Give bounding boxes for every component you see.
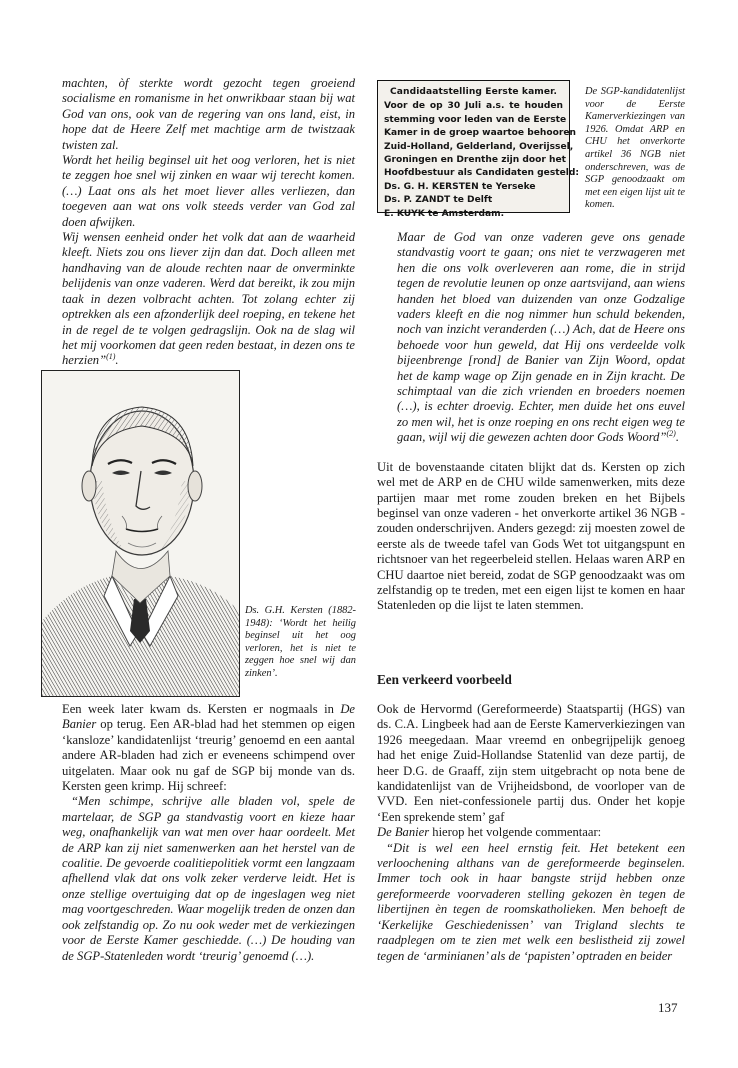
clipping-line: Voor de op 30 Juli a.s. te houden <box>384 101 563 112</box>
text-run: op terug. Een AR-blad had het stemmen op eigen ‘kansloze’ kandidatenlijst ‘treurig’ genoemd en een aantal andere AR-bladen had zich er eveneens schimpend over uitgelaten. Maar ook nu gaf de SGP bij monde van ds. Kersten geen krimp. Hij schreef: <box>62 717 355 794</box>
period: . <box>675 430 679 445</box>
clipping-line: Groningen en Drenthe zijn door het <box>384 155 567 166</box>
newspaper-clipping <box>377 80 580 219</box>
right-column-bottom <box>377 702 685 964</box>
left-column-top <box>62 76 355 369</box>
candidate-name: Ds. P. ZANDT te Delft <box>384 195 493 206</box>
quote-text: Wij wensen eenheid onder het volk dat aan de waarheid kleeft. Niets zou ons liever zijn dan dat. Doch alleen met handhaving van de aloude rechten naar de onverminkte belijdenis van onze vaderen. Werd dat bereikt, ik zou mijn taak in dezen volbracht achten. Tot zolang echter zij optrekken als een afzonderlijk deel roeping, en tekene het in de regel de te volgen gedragslijn. Ook na de slag wil het mij voorkomen dat geen reden bestaat, in dezen ons te herzien” <box>62 230 355 368</box>
text-run: Een week later kwam ds. Kersten er nogmaals in <box>62 702 334 716</box>
right-column-top <box>377 230 685 614</box>
quote-paragraph <box>377 230 685 446</box>
left-column-bottom <box>62 702 355 964</box>
page-number: 137 <box>658 1000 678 1015</box>
portrait-kersten <box>41 370 240 697</box>
section-heading: Een verkeerd voorbeeld <box>377 672 512 687</box>
candidate-name: E. KUYK te Amsterdam. <box>384 208 505 219</box>
body-paragraph <box>62 702 355 794</box>
quote-paragraph: “Men schimpe, schrijve alle bladen vol, spele de martelaar, de SGP ga standvastig voort en kieze haar weg, onafhankelijk van wat men over haar oordeelt. Met de ARP kan zij niet samenwerken aan het herstel van de coalitie. De gevoerde coalitiepolitiek vormt een langzaam afhellend vlak dat ons volk zeker verderve leidt. Het is onze stellige overtuiging dat op de ingeslagen weg niet mag voortgeschreden. Waar mogelijk treden de onzen dan ook zelfstandig op. Zo nu ook weder met de verkiezingen voor de Eerste Kamer geschiedde. (…) De houding van de SGP-Statenleden wordt ‘treurig’ genoemd (…). <box>62 794 355 963</box>
footnote-ref: (1) <box>106 352 116 362</box>
body-paragraph <box>377 702 685 841</box>
publication-title: De Banier <box>62 702 355 732</box>
publication-title: De Banier <box>377 825 430 840</box>
portrait-caption: Ds. G.H. Kersten (1882-1948): ‘Wordt het heilig beginsel uit het oog verloren, het is niet te zeggen hoe snel wij dan zinken’. <box>245 605 356 679</box>
clipping-caption: De SGP-kandidatenlijst voor de Eerste Kamerverkiezingen van 1926. Omdat ARP en CHU het onverkorte artikel 36 NGB niet onderschreven, was de SGP genoodzaakt om met een eigen lijst uit te komen. <box>585 86 685 211</box>
quote-text: Maar de God van onze vaderen geve ons genade standvastig voort te gaan; ons niet te verzwageren met hen die ons volk overleveren aan rome, die in strijd tegen de revolutie leunen op onze aartsvijand, aan wiens handen het bloed van duizenden van onze Godzalige vaders kleeft en die nog nimmer hun schuld bekenden, noch van inzicht veranderden (…) Ach, dat de Heere ons behoede voor hun geweld, dat Hij ons verdeelde volk bijeenbrenge [rond] de Banier van Zijn Woord, opdat het de kamp wage op Zijn genade en in Zijn kracht. De schimptaal van die zich vrienden en broeders noemen (…), is echter droevig. Echter, men duide het ons euvel zo men wil, het is onze roeping en ons recht eigen weg te gaan, wijl wij die gewezen achten door Gods Woord” <box>397 230 685 445</box>
clipping-line: Hoofdbestuur als Candidaten gesteld: <box>384 168 580 179</box>
period: . <box>115 353 119 368</box>
candidate-name: Ds. G. H. KERSTEN te Yerseke <box>384 181 536 192</box>
quote-paragraph: “Dit is wel een heel ernstig feit. Het betekent een verloochening althans van de gereformeerde beginselen. Immer toch ook in haar bangste strijd hebben onze gereformeerde voorvaderen stelling gekozen èn tegen de libertijnen èn tegen de roomskatholieken. Men behoeft de ‘Kerkelijke Geschiedenissen’ van Trigland slechts te raadplegen om te zien met welk een beslistheid zij zowel tegen de ‘arminianen’ als de ‘papisten’ optraden en beider <box>377 840 685 963</box>
clipping-title: Candidaatstelling Eerste kamer. <box>390 87 557 97</box>
clipping-line: stemming voor leden van de Eerste <box>384 114 567 125</box>
footnote-ref: (2) <box>666 429 676 439</box>
quote-paragraph: Wordt het heilig beginsel uit het oog verloren, het is niet te zeggen hoe snel wij zinken en waar wij terecht komen. (…) Laat ons als het moet liever alles verliezen, dan toegeven aan wat ons volk steeds verder van God zal doen afwijken. <box>62 153 355 229</box>
text-run: hierop het volgende commentaar: <box>432 825 602 840</box>
clipping-line: Zuid-Holland, Gelderland, Overijssel, <box>384 141 574 152</box>
text-run: Ook de Hervormd (Gereformeerde) Staatspartij (HGS) van ds. C.A. Lingbeek had aan de Eerste Kamerverkiezingen van 1926 meegedaan. Maar vreemd en onbegrijpelijk genoeg had het enige Zuid-Hollandse Statenlid van deze partij, de heer D.G. de Graaff, zijn stem uitgebracht op nota bene de kandidatenlijst van de Vrijheidsbond, de voorloper van de VVD. Een niet-confessionele partij dus. Onder het kopje ‘Een sprekende stem’ gaf <box>377 702 685 824</box>
clipping-line: Kamer in de groep waartoe behooren <box>384 128 577 139</box>
quote-paragraph <box>62 230 355 369</box>
quote-paragraph: machten, òf sterkte wordt gezocht tegen groeiend socialisme en romanisme in het onwrikbaar staan bij wat God van ons, ook van de regering van ons land, eist, in hope dat de Heere Zelf met machtige arm de twistzaak twisten zal. <box>62 76 355 152</box>
portrait-drawing <box>42 371 239 696</box>
body-paragraph: Uit de bovenstaande citaten blijkt dat ds. Kersten op zich wel met de ARP en de CHU wilde samenwerken, mits deze partijen maar met rome zouden breken en het Bijbels beginsel van onze vaderen - het onverkorte artikel 36 NGB - zouden onderschrijven. Anders gezegd: zij moesten zowel de eerste als de tweede tafel van Gods Wet tot uitgangspunt en richtsnoer van het regeerbeleid stellen. Helaas waren ARP en CHU daartoe niet bereid, zodat de SGP genoodzaakt was om zelfstandig op te treden, met een eigen lijst te komen en haar Statenleden op die lijst te laten stemmen. <box>377 459 685 613</box>
